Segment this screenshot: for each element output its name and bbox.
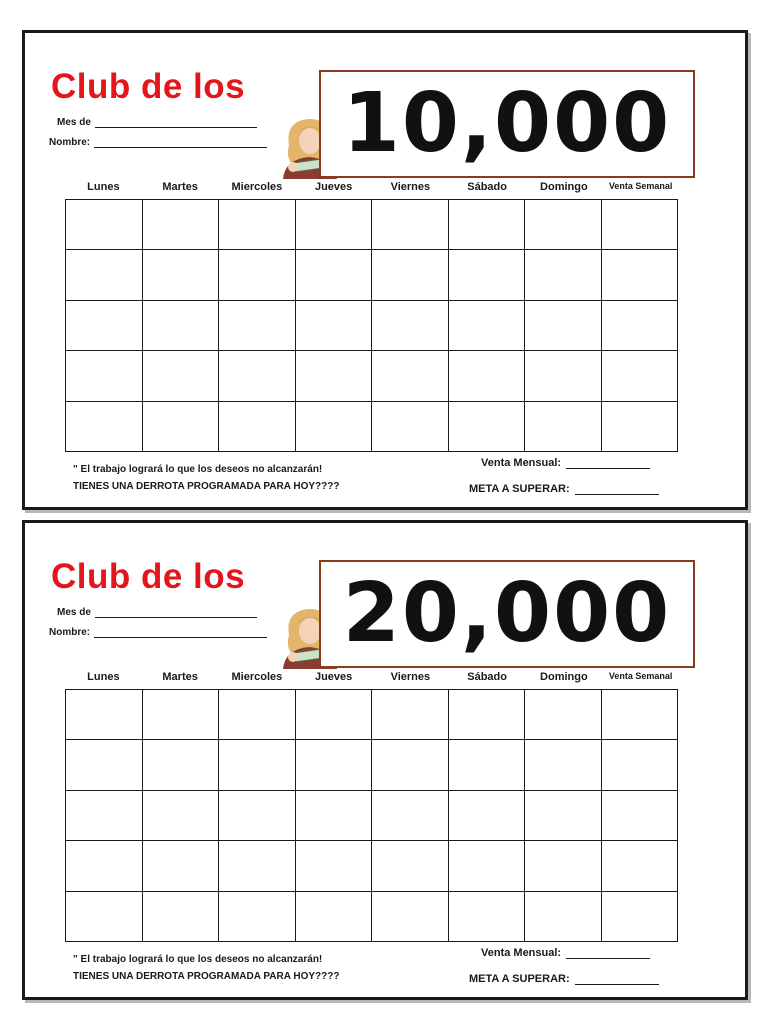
grid-cell[interactable] — [143, 690, 220, 740]
goal-number-box — [319, 560, 695, 668]
quote-line-2: TIENES UNA DERROTA PROGRAMADA PARA HOY???? — [73, 971, 340, 982]
weekday-tuesday: Martes — [162, 671, 198, 683]
grid-cell[interactable] — [602, 791, 679, 841]
goal-label: META A SUPERAR: — [469, 973, 570, 985]
grid-cell[interactable] — [372, 200, 449, 250]
grid-cell[interactable] — [372, 250, 449, 300]
grid-cell[interactable] — [219, 301, 296, 351]
grid-cell[interactable] — [219, 841, 296, 891]
grid-cell[interactable] — [296, 351, 373, 401]
grid-cell[interactable] — [602, 690, 679, 740]
grid-cell[interactable] — [296, 250, 373, 300]
grid-cell[interactable] — [219, 740, 296, 790]
weekday-wednesday: Miercoles — [231, 181, 283, 193]
monthly-sales-label: Venta Mensual: — [481, 947, 562, 959]
weekday-header — [65, 181, 679, 193]
grid-cell[interactable] — [449, 200, 526, 250]
card-title: Club de los — [51, 557, 246, 596]
grid-cell[interactable] — [219, 690, 296, 740]
grid-cell[interactable] — [66, 740, 143, 790]
month-field[interactable] — [57, 117, 257, 128]
grid-cell[interactable] — [296, 402, 373, 452]
grid-cell[interactable] — [602, 301, 679, 351]
grid-cell[interactable] — [66, 200, 143, 250]
grid-cell[interactable] — [602, 892, 679, 942]
name-field[interactable] — [49, 627, 267, 638]
month-label: Mes de — [57, 117, 91, 128]
weekday-monday: Lunes — [87, 181, 120, 193]
grid-cell[interactable] — [449, 841, 526, 891]
goal-number: 10,000 — [342, 76, 672, 171]
weekday-saturday: Sábado — [467, 671, 507, 683]
grid-cell[interactable] — [449, 740, 526, 790]
grid-cell[interactable] — [66, 841, 143, 891]
grid-cell[interactable] — [296, 841, 373, 891]
weekday-header — [65, 671, 679, 683]
weekday-sunday: Domingo — [540, 181, 588, 193]
grid-cell[interactable] — [372, 892, 449, 942]
month-field[interactable] — [57, 607, 257, 618]
sales-grid — [65, 689, 678, 942]
grid-cell[interactable] — [296, 301, 373, 351]
grid-cell[interactable] — [602, 740, 679, 790]
month-label: Mes de — [57, 607, 91, 618]
grid-cell[interactable] — [66, 351, 143, 401]
grid-cell[interactable] — [66, 892, 143, 942]
name-field[interactable] — [49, 137, 267, 148]
weekday-thursday: Jueves — [314, 671, 353, 683]
grid-cell[interactable] — [143, 250, 220, 300]
month-blank-line[interactable] — [95, 118, 257, 128]
monthly-sales-label: Venta Mensual: — [481, 457, 562, 469]
quote-line-2: TIENES UNA DERROTA PROGRAMADA PARA HOY???? — [73, 481, 340, 492]
grid-cell[interactable] — [372, 690, 449, 740]
sales-grid — [65, 199, 678, 452]
grid-cell[interactable] — [296, 791, 373, 841]
grid-cell[interactable] — [66, 250, 143, 300]
grid-cell[interactable] — [525, 402, 602, 452]
weekday-thursday: Jueves — [314, 181, 353, 193]
grid-cell[interactable] — [525, 841, 602, 891]
weekday-friday: Viernes — [390, 671, 431, 683]
goal-number-box — [319, 70, 695, 178]
grid-cell[interactable] — [219, 892, 296, 942]
weekday-sunday: Domingo — [540, 671, 588, 683]
quote-line-1: " El trabajo logrará lo que los deseos no alcanzarán! — [73, 954, 323, 965]
weekday-wednesday: Miercoles — [231, 671, 283, 683]
grid-cell[interactable] — [296, 892, 373, 942]
grid-cell[interactable] — [143, 402, 220, 452]
card-title: Club de los — [51, 67, 246, 106]
grid-cell[interactable] — [143, 740, 220, 790]
goal-number: 20,000 — [342, 566, 672, 661]
grid-cell[interactable] — [66, 301, 143, 351]
grid-cell[interactable] — [525, 740, 602, 790]
monthly-sales-blank-line[interactable] — [566, 458, 650, 469]
grid-cell[interactable] — [525, 250, 602, 300]
grid-cell[interactable] — [66, 402, 143, 452]
weekday-monday: Lunes — [87, 671, 120, 683]
grid-cell[interactable] — [296, 200, 373, 250]
weekly-sales-header: Venta Semanal — [608, 181, 673, 191]
grid-cell[interactable] — [602, 841, 679, 891]
weekday-friday: Viernes — [390, 181, 431, 193]
motivational-quote — [73, 461, 339, 495]
weekly-sales-header: Venta Semanal — [608, 671, 673, 681]
grid-cell[interactable] — [143, 301, 220, 351]
monthly-sales-field[interactable] — [481, 457, 650, 469]
grid-cell[interactable] — [66, 690, 143, 740]
grid-cell[interactable] — [296, 690, 373, 740]
grid-cell[interactable] — [525, 301, 602, 351]
grid-cell[interactable] — [143, 351, 220, 401]
motivational-quote — [73, 951, 339, 985]
grid-cell[interactable] — [372, 301, 449, 351]
grid-cell[interactable] — [449, 250, 526, 300]
grid-cell[interactable] — [372, 740, 449, 790]
weekday-saturday: Sábado — [467, 181, 507, 193]
grid-cell[interactable] — [143, 791, 220, 841]
sales-card-10000 — [22, 30, 748, 510]
grid-cell[interactable] — [372, 351, 449, 401]
grid-cell[interactable] — [143, 200, 220, 250]
goal-label: META A SUPERAR: — [469, 483, 570, 495]
grid-cell[interactable] — [602, 351, 679, 401]
grid-cell[interactable] — [219, 791, 296, 841]
grid-cell[interactable] — [525, 351, 602, 401]
weekday-tuesday: Martes — [162, 181, 198, 193]
grid-cell[interactable] — [143, 892, 220, 942]
grid-cell[interactable] — [449, 402, 526, 452]
grid-cell[interactable] — [66, 791, 143, 841]
grid-cell[interactable] — [602, 200, 679, 250]
grid-cell[interactable] — [602, 402, 679, 452]
monthly-sales-blank-line[interactable] — [566, 948, 650, 959]
grid-cell[interactable] — [219, 200, 296, 250]
goal-field[interactable] — [469, 483, 659, 495]
name-label: Nombre: — [49, 627, 91, 638]
grid-cell[interactable] — [372, 402, 449, 452]
grid-cell[interactable] — [525, 791, 602, 841]
grid-cell[interactable] — [449, 301, 526, 351]
grid-cell[interactable] — [602, 250, 679, 300]
grid-cell[interactable] — [525, 892, 602, 942]
name-label: Nombre: — [49, 137, 91, 148]
grid-cell[interactable] — [219, 250, 296, 300]
grid-cell[interactable] — [449, 690, 526, 740]
goal-blank-line[interactable] — [575, 484, 659, 495]
grid-cell[interactable] — [219, 351, 296, 401]
grid-cell[interactable] — [296, 740, 373, 790]
sales-card-20000 — [22, 520, 748, 1000]
grid-cell[interactable] — [219, 402, 296, 452]
quote-line-1: " El trabajo logrará lo que los deseos no alcanzarán! — [73, 464, 323, 475]
grid-cell[interactable] — [143, 841, 220, 891]
grid-cell[interactable] — [525, 690, 602, 740]
name-blank-line[interactable] — [94, 628, 267, 638]
grid-cell[interactable] — [449, 351, 526, 401]
grid-cell[interactable] — [449, 892, 526, 942]
goal-blank-line[interactable] — [575, 974, 659, 985]
grid-cell[interactable] — [372, 791, 449, 841]
grid-cell[interactable] — [525, 200, 602, 250]
name-blank-line[interactable] — [94, 138, 267, 148]
monthly-sales-field[interactable] — [481, 947, 650, 959]
grid-cell[interactable] — [372, 841, 449, 891]
month-blank-line[interactable] — [95, 608, 257, 618]
grid-cell[interactable] — [449, 791, 526, 841]
goal-field[interactable] — [469, 973, 659, 985]
